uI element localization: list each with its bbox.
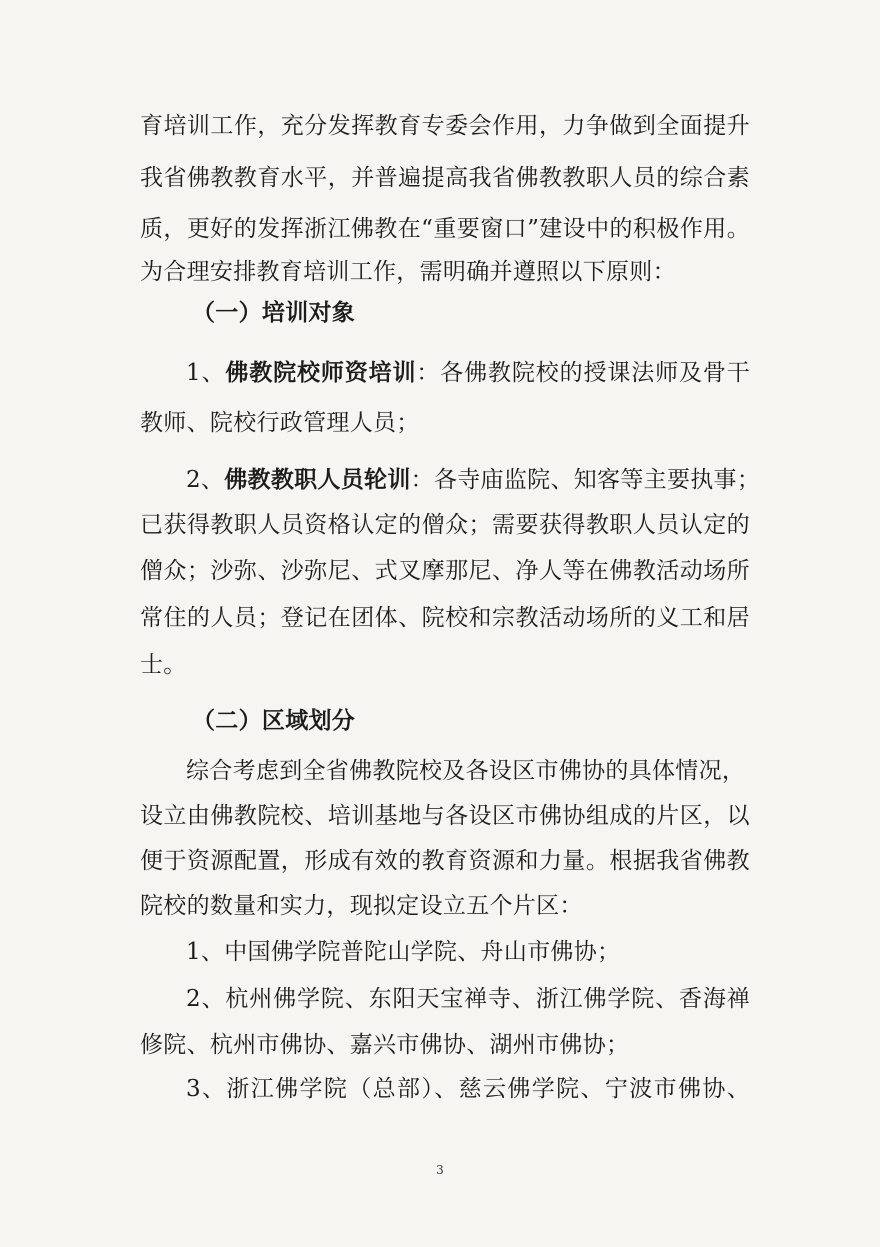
section-2-list-item-2-line-2: 修院、杭州市佛协、嘉兴市佛协、湖州市佛协； [140, 1032, 630, 1058]
item-1-number: 1、 [186, 360, 226, 386]
section-1-item-2-line-5: 士。 [140, 652, 187, 678]
section-1-item-2-line-2: 已获得教职人员资格认定的僧众；需要获得教职人员认定的 [140, 512, 750, 538]
section-1-item-2-line-4: 常住的人员；登记在团体、院校和宗教活动场所的义工和居 [140, 605, 750, 631]
section-2-list-item-2-line-1: 2、杭州佛学院、东阳天宝禅寺、浙江佛学院、香海禅 [186, 986, 750, 1012]
item-1-title: 佛教院校师资培训 [225, 359, 417, 386]
item-2-colon: ： [410, 467, 434, 493]
section-2-list-item-1: 1、中国佛学院普陀山学院、舟山市佛协； [186, 939, 621, 965]
item-2-number: 2、 [186, 467, 225, 493]
intro-line-3: 质，更好的发挥浙江佛教在“重要窗口”建设中的积极作用。 [140, 216, 750, 242]
page-number: 3 [436, 1163, 444, 1177]
section-2-list-item-3-line-1: 3、浙江佛学院（总部）、慈云佛学院、宁波市佛协、 [186, 1076, 750, 1102]
intro-line-2: 我省佛教教育水平，并普遍提高我省佛教教职人员的综合素 [140, 165, 750, 191]
intro-line-4: 为合理安排教育培训工作，需明确并遵照以下原则： [140, 259, 676, 285]
section-1-item-2-line-1 [186, 465, 761, 495]
item-2-title: 佛教教职人员轮训 [224, 466, 411, 493]
section-1-item-2-line-3: 僧众；沙弥、沙弥尼、式叉摩那尼、净人等在佛教活动场所 [140, 558, 750, 584]
section-2-para-line-2: 设立由佛教院校、培训基地与各设区市佛协组成的片区，以 [140, 803, 750, 829]
section-2-para-line-3: 便于资源配置，形成有效的教育资源和力量。根据我省佛教 [140, 848, 750, 874]
section-2-para-line-1: 综合考虑到全省佛教院校及各设区市佛协的具体情况， [186, 758, 746, 784]
item-2-text: 各寺庙监院、知客等主要执事； [433, 467, 761, 493]
item-1-text: 各佛教院校的授课法师及骨干 [440, 360, 751, 386]
section-2-heading: （二）区域划分 [192, 707, 356, 734]
item-1-colon: ： [416, 360, 441, 386]
section-2-para-line-4: 院校的数量和实力，现拟定设立五个片区： [140, 893, 583, 919]
section-1-item-1-line-2: 教师、院校行政管理人员； [140, 410, 420, 436]
section-1-heading: （一）培训对象 [192, 299, 356, 326]
intro-line-1: 育培训工作，充分发挥教育专委会作用，力争做到全面提升 [140, 113, 750, 139]
section-1-item-1-line-1 [186, 358, 750, 388]
